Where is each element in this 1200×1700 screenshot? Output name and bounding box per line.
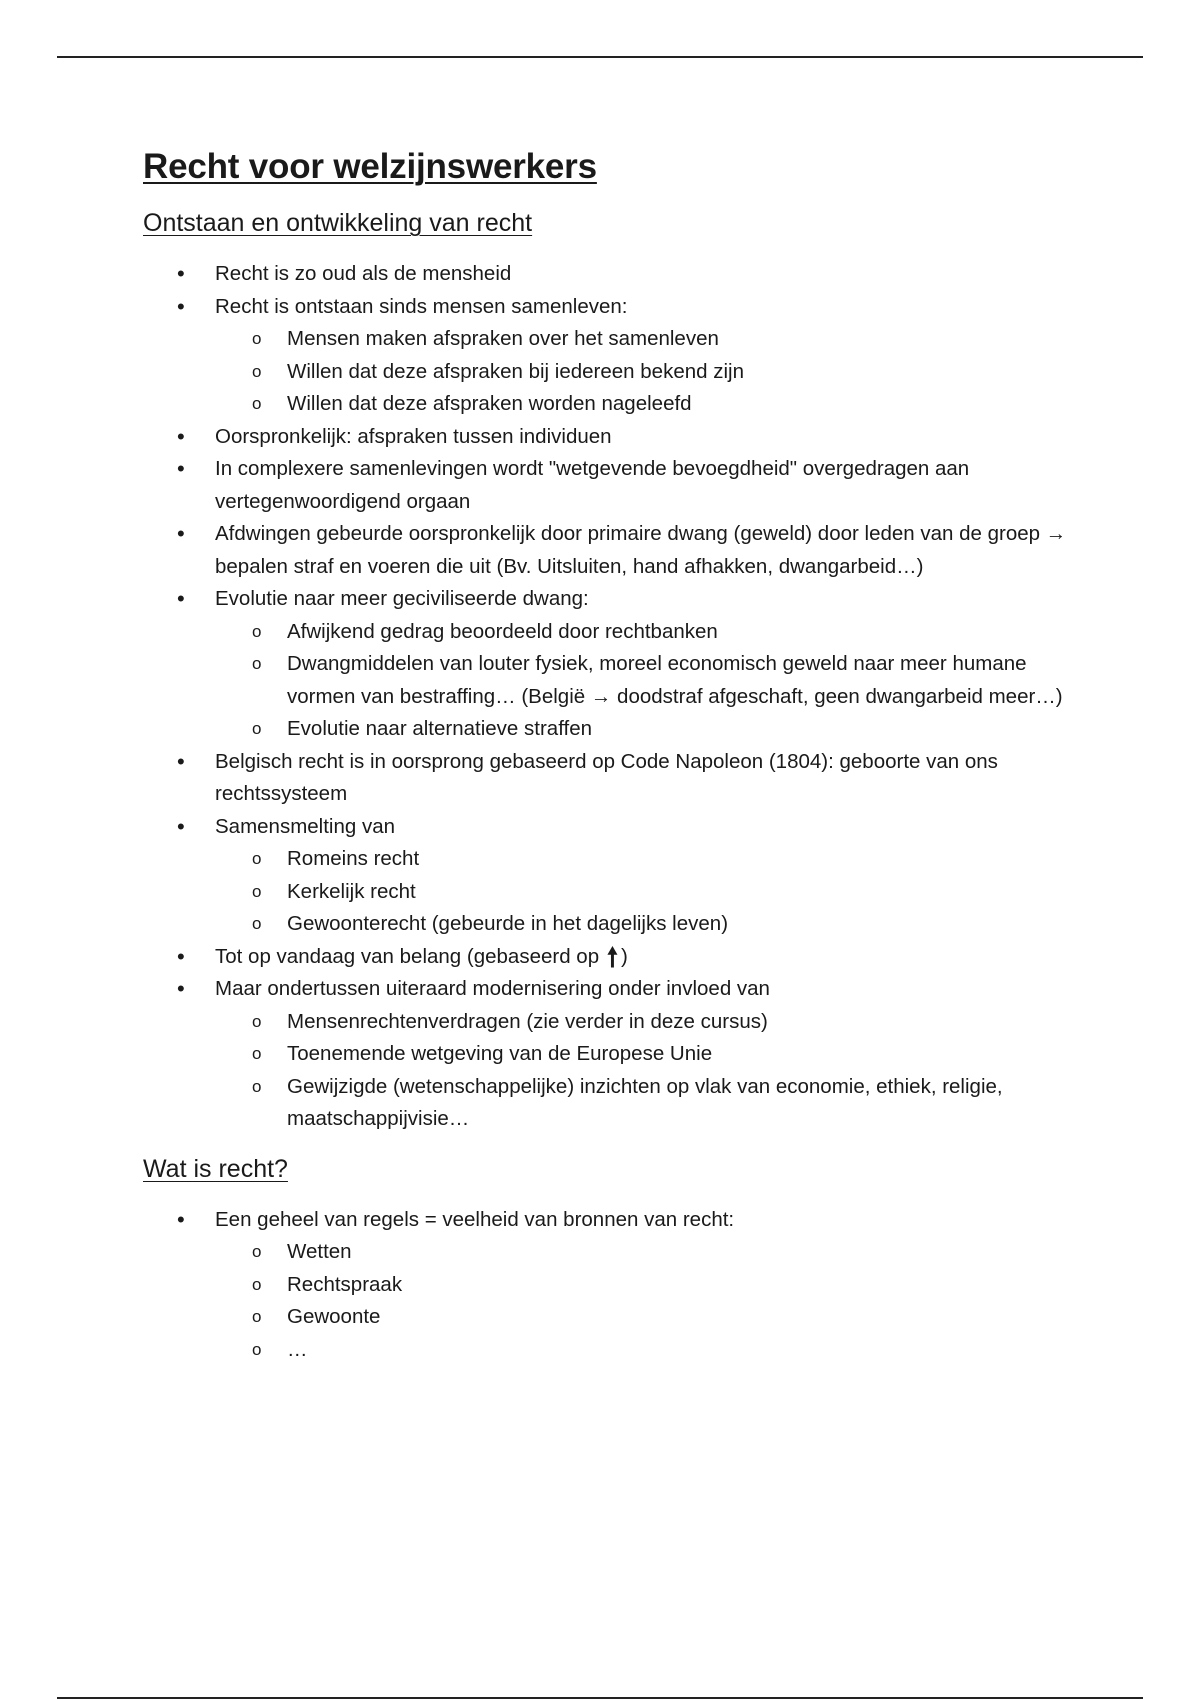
sub-list-item-text: o Willen dat deze afspraken worden nageleefd <box>287 392 692 415</box>
list-item <box>215 453 1083 518</box>
list-item <box>215 973 1083 1136</box>
sub-list-item-text: o Mensen maken afspraken over het samenleven <box>287 327 719 350</box>
footer-rule <box>57 1697 1143 1699</box>
header-rule <box>57 56 1143 58</box>
list-item-text-after-icon: ) <box>620 944 628 968</box>
sub-list-item <box>287 876 1083 909</box>
sub-list-item-text: o Gewijzigde (wetenschappelijke) inzichten op vlak van economie, ethiek, religie, maatschappijvisie… <box>287 1075 1003 1131</box>
list-item <box>215 746 1083 811</box>
sub-list-item-text: o Rechtspraak <box>287 1273 402 1296</box>
sub-list-item-text: o Dwangmiddelen van louter fysiek, moreel economisch geweld naar meer humane vormen van bestraffing… (België → doodstraf afgeschaft, geen dwangarbeid meer…) <box>287 652 1063 708</box>
list-item-text: • Evolutie naar meer geciviliseerde dwang: <box>215 587 589 610</box>
sub-list-item-text: o Gewoonte <box>287 1305 380 1328</box>
sub-list-item-text: o Toenemende wetgeving van de Europese Unie <box>287 1042 712 1065</box>
list-item <box>215 291 1083 421</box>
list-item <box>215 258 1083 291</box>
sub-list-item-text: o Wetten <box>287 1240 352 1263</box>
sub-list-item-text: o Evolutie naar alternatieve straffen <box>287 717 592 740</box>
sub-list-item-text: o Afwijkend gedrag beoordeeld door rechtbanken <box>287 620 718 643</box>
sub-list-item <box>287 356 1083 389</box>
sub-list-item <box>287 323 1083 356</box>
list-item-text: • Recht is zo oud als de mensheid <box>215 262 511 285</box>
sub-list-item <box>287 1301 1083 1334</box>
sub-list-item <box>287 1006 1083 1039</box>
list-item-text: • Recht is ontstaan sinds mensen samenleven: <box>215 295 628 318</box>
sub-list <box>215 1006 1083 1136</box>
section-heading: Wat is recht? <box>143 1154 288 1183</box>
sub-list <box>215 616 1083 746</box>
sub-list-item <box>287 1236 1083 1269</box>
sub-list-item <box>287 616 1083 649</box>
sub-list-item-text: o Gewoonterecht (gebeurde in het dagelijks leven) <box>287 912 728 935</box>
list-item <box>215 1204 1083 1367</box>
sub-list-item <box>287 908 1083 941</box>
section-heading: Ontstaan en ontwikkeling van recht <box>143 209 533 237</box>
up-arrow-icon: 🠕 <box>606 942 618 973</box>
sub-list-item <box>287 1334 1083 1367</box>
list-item <box>215 421 1083 454</box>
sub-list-item <box>287 1071 1083 1136</box>
sub-list-item-text: o Willen dat deze afspraken bij iedereen bekend zijn <box>287 360 744 383</box>
sub-list-item <box>287 1269 1083 1302</box>
list-item <box>215 811 1083 941</box>
list-item <box>215 583 1083 746</box>
list-item-text: • Afdwingen gebeurde oorspronkelijk door primaire dwang (geweld) door leden van de groep → bepalen straf en voeren die uit (Bv. Uitsluiten, hand afhakken, dwangarbeid…) <box>215 522 1066 578</box>
sub-list-item-text: o … <box>287 1338 308 1361</box>
list-item-text: • Belgisch recht is in oorsprong gebaseerd op Code Napoleon (1804): geboorte van ons rechtssysteem <box>215 750 998 806</box>
sub-list-item-text: o Kerkelijk recht <box>287 880 416 903</box>
document-page <box>143 146 1083 1366</box>
list-item-text: • Samensmelting van <box>215 815 395 838</box>
list-item-text: • Een geheel van regels = veelheid van bronnen van recht: <box>215 1208 734 1231</box>
list-item <box>215 941 1083 974</box>
list-item <box>215 518 1083 583</box>
sub-list-item-text: o Mensenrechtenverdragen (zie verder in deze cursus) <box>287 1010 768 1033</box>
list-item-text: • In complexere samenlevingen wordt "wetgevende bevoegdheid" overgedragen aan vertegenwoordigend orgaan <box>215 457 969 513</box>
bullet-list <box>143 258 1083 1136</box>
list-item-text <box>215 942 628 973</box>
sub-list-item-text: o Romeins recht <box>287 847 419 870</box>
list-item-text: • Oorspronkelijk: afspraken tussen individuen <box>215 425 612 448</box>
sub-list-item <box>287 843 1083 876</box>
sub-list <box>215 323 1083 421</box>
list-item-text-before-icon: Tot op vandaag van belang (gebaseerd op <box>215 944 600 968</box>
document-title: Recht voor welzijnswerkers <box>143 147 597 186</box>
sub-list <box>215 1236 1083 1366</box>
list-item-text: • Maar ondertussen uiteraard modernisering onder invloed van <box>215 977 770 1000</box>
sub-list-item <box>287 1038 1083 1071</box>
sub-list-item <box>287 388 1083 421</box>
bullet-list <box>143 1204 1083 1367</box>
sub-list-item <box>287 648 1083 713</box>
sub-list <box>215 843 1083 941</box>
sub-list-item <box>287 713 1083 746</box>
